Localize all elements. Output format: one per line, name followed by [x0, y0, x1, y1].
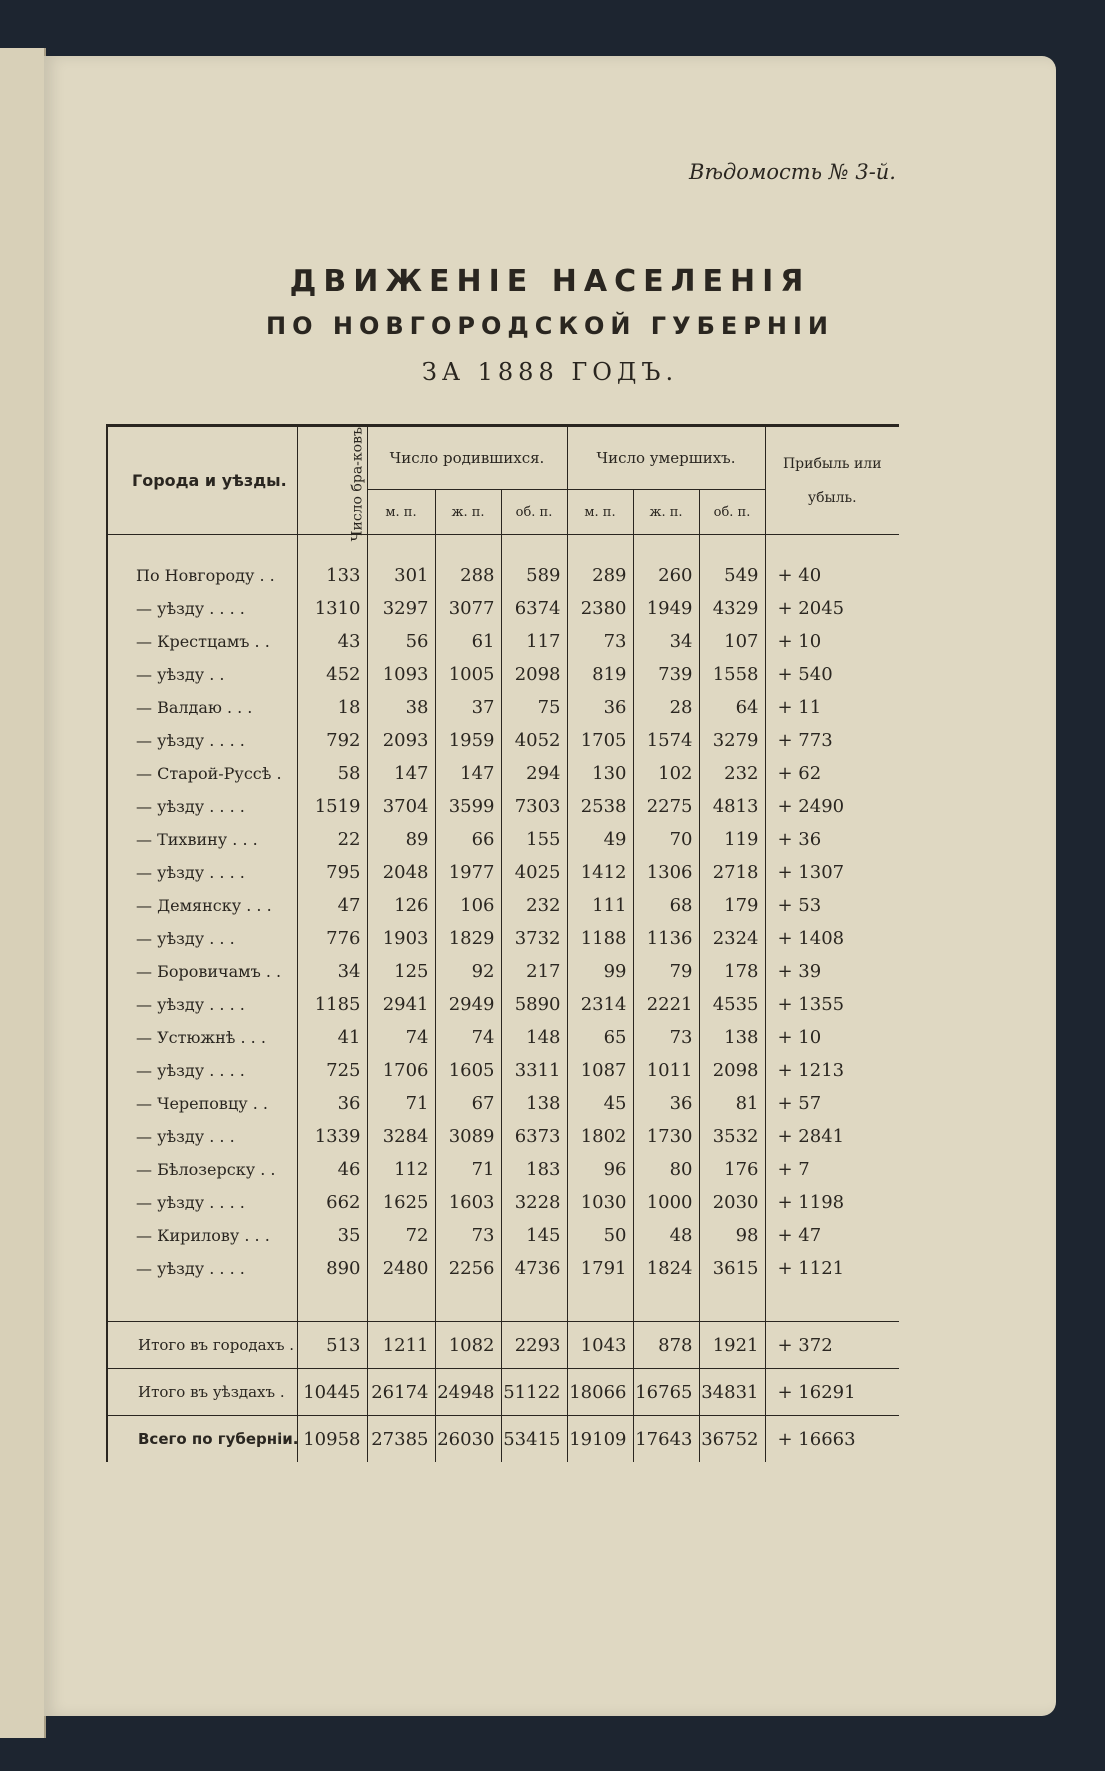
spacer-cell [567, 535, 633, 560]
cell-bt: 294 [501, 757, 567, 790]
cell-dm: 289 [567, 559, 633, 592]
cell-bm: 3297 [367, 592, 435, 625]
cell-bm: 147 [367, 757, 435, 790]
table-row [107, 625, 899, 658]
cell-dt: 232 [699, 757, 765, 790]
cell-dm: 45 [567, 1087, 633, 1120]
cell-name: — уѣзду . . . . [107, 790, 297, 823]
cell-brak: 22 [297, 823, 367, 856]
cell-bt: 4736 [501, 1252, 567, 1285]
cell-name: Всего по губерніи. [107, 1416, 297, 1463]
cell-name: — Череповцу . . [107, 1087, 297, 1120]
cell-dm: 1188 [567, 922, 633, 955]
cell-bm: 1093 [367, 658, 435, 691]
cell-dt: 4535 [699, 988, 765, 1021]
spacer-cell [107, 535, 297, 560]
cell-gain: + 372 [765, 1322, 899, 1369]
cell-df: 48 [633, 1219, 699, 1252]
spacer-cell [297, 1285, 367, 1322]
spacer-cell [633, 535, 699, 560]
cell-name: Итого въ городахъ . [107, 1322, 297, 1369]
table-row [107, 658, 899, 691]
table-row [107, 790, 899, 823]
cell-brak: 133 [297, 559, 367, 592]
cell-bt: 3228 [501, 1186, 567, 1219]
cell-dm: 1043 [567, 1322, 633, 1369]
spacer-cell [435, 535, 501, 560]
cell-bt: 155 [501, 823, 567, 856]
cell-brak: 36 [297, 1087, 367, 1120]
cell-bm: 89 [367, 823, 435, 856]
cell-bm: 74 [367, 1021, 435, 1054]
table-row [107, 889, 899, 922]
cell-name: — Крестцамъ . . [107, 625, 297, 658]
cell-bf: 288 [435, 559, 501, 592]
cell-bf: 71 [435, 1153, 501, 1186]
cell-dm: 2314 [567, 988, 633, 1021]
cell-name: — уѣзду . . . [107, 922, 297, 955]
header-born-f: ж. п. [435, 490, 501, 535]
cell-bf: 92 [435, 955, 501, 988]
cell-dm: 49 [567, 823, 633, 856]
cell-bf: 2949 [435, 988, 501, 1021]
cell-name: — уѣзду . . . [107, 1120, 297, 1153]
cell-bf: 1977 [435, 856, 501, 889]
cell-brak: 43 [297, 625, 367, 658]
cell-dt: 107 [699, 625, 765, 658]
cell-bt: 51122 [501, 1369, 567, 1416]
cell-dt: 138 [699, 1021, 765, 1054]
cell-df: 73 [633, 1021, 699, 1054]
table-row [107, 592, 899, 625]
cell-dt: 3532 [699, 1120, 765, 1153]
cell-dm: 99 [567, 955, 633, 988]
cell-bt: 589 [501, 559, 567, 592]
table-body [107, 535, 899, 1463]
cell-dt: 2324 [699, 922, 765, 955]
cell-gain: + 2045 [765, 592, 899, 625]
cell-gain: + 47 [765, 1219, 899, 1252]
cell-name: — уѣзду . . . . [107, 724, 297, 757]
spacer-cell [699, 1285, 765, 1322]
cell-name: — уѣзду . . . . [107, 592, 297, 625]
cell-bf: 2256 [435, 1252, 501, 1285]
cell-df: 1136 [633, 922, 699, 955]
cell-bf: 61 [435, 625, 501, 658]
spacer-cell [501, 535, 567, 560]
grand-total-row [107, 1416, 899, 1463]
cell-dm: 36 [567, 691, 633, 724]
cell-df: 80 [633, 1153, 699, 1186]
cell-brak: 47 [297, 889, 367, 922]
table-row [107, 1087, 899, 1120]
cell-brak: 10958 [297, 1416, 367, 1463]
cell-df: 70 [633, 823, 699, 856]
table-row [107, 757, 899, 790]
cell-name: — Бѣлозерску . . [107, 1153, 297, 1186]
spacer-cell [367, 1285, 435, 1322]
cell-bf: 73 [435, 1219, 501, 1252]
cell-dm: 819 [567, 658, 633, 691]
header-died: Число умершихъ. [567, 426, 765, 490]
cell-brak: 513 [297, 1322, 367, 1369]
left-page-edge [0, 48, 46, 1738]
cell-df: 1011 [633, 1054, 699, 1087]
cell-dt: 3279 [699, 724, 765, 757]
table-row [107, 1054, 899, 1087]
cell-bm: 301 [367, 559, 435, 592]
header-died-m: м. п. [567, 490, 633, 535]
cell-dm: 1791 [567, 1252, 633, 1285]
cell-gain: + 36 [765, 823, 899, 856]
cell-bf: 67 [435, 1087, 501, 1120]
cell-dm: 1412 [567, 856, 633, 889]
cell-dt: 176 [699, 1153, 765, 1186]
table-row [107, 1153, 899, 1186]
cell-df: 28 [633, 691, 699, 724]
cell-bt: 4025 [501, 856, 567, 889]
total-row [107, 1322, 899, 1369]
cell-name: — уѣзду . . . . [107, 988, 297, 1021]
cell-gain: + 57 [765, 1087, 899, 1120]
cell-bt: 232 [501, 889, 567, 922]
header-born-m: м. п. [367, 490, 435, 535]
spacer-row [107, 1285, 899, 1322]
cell-gain: + 1307 [765, 856, 899, 889]
cell-name: — Демянску . . . [107, 889, 297, 922]
cell-df: 2275 [633, 790, 699, 823]
table-row [107, 988, 899, 1021]
cell-bt: 2098 [501, 658, 567, 691]
cell-brak: 41 [297, 1021, 367, 1054]
cell-brak: 776 [297, 922, 367, 955]
cell-brak: 1339 [297, 1120, 367, 1153]
cell-gain: + 1213 [765, 1054, 899, 1087]
header-marriages-text: Число бра-ковъ. [348, 422, 365, 541]
cell-bt: 53415 [501, 1416, 567, 1463]
cell-brak: 58 [297, 757, 367, 790]
spacer-cell [633, 1285, 699, 1322]
spacer-cell [367, 535, 435, 560]
cell-dt: 36752 [699, 1416, 765, 1463]
cell-df: 1949 [633, 592, 699, 625]
cell-bf: 1959 [435, 724, 501, 757]
cell-bf: 106 [435, 889, 501, 922]
spacer-cell [435, 1285, 501, 1322]
header-born: Число родившихся. [367, 426, 567, 490]
cell-bf: 66 [435, 823, 501, 856]
cell-df: 34 [633, 625, 699, 658]
cell-dm: 73 [567, 625, 633, 658]
cell-df: 739 [633, 658, 699, 691]
cell-dt: 1558 [699, 658, 765, 691]
cell-dm: 1802 [567, 1120, 633, 1153]
cell-gain: + 11 [765, 691, 899, 724]
cell-df: 16765 [633, 1369, 699, 1416]
cell-dt: 119 [699, 823, 765, 856]
cell-df: 2221 [633, 988, 699, 1021]
cell-bt: 7303 [501, 790, 567, 823]
cell-df: 36 [633, 1087, 699, 1120]
cell-name: — Тихвину . . . [107, 823, 297, 856]
cell-bm: 3704 [367, 790, 435, 823]
cell-bf: 1603 [435, 1186, 501, 1219]
cell-bm: 2048 [367, 856, 435, 889]
cell-bf: 147 [435, 757, 501, 790]
cell-dt: 549 [699, 559, 765, 592]
cell-dm: 2380 [567, 592, 633, 625]
cell-brak: 792 [297, 724, 367, 757]
cell-brak: 795 [297, 856, 367, 889]
table-row [107, 691, 899, 724]
cell-dm: 19109 [567, 1416, 633, 1463]
cell-dm: 1087 [567, 1054, 633, 1087]
cell-brak: 35 [297, 1219, 367, 1252]
cell-gain: + 16291 [765, 1369, 899, 1416]
cell-bt: 3732 [501, 922, 567, 955]
cell-brak: 1519 [297, 790, 367, 823]
cell-gain: + 10 [765, 1021, 899, 1054]
cell-bt: 145 [501, 1219, 567, 1252]
cell-bt: 6374 [501, 592, 567, 625]
spacer-cell [765, 1285, 899, 1322]
cell-dt: 179 [699, 889, 765, 922]
table-row [107, 559, 899, 592]
cell-bm: 1706 [367, 1054, 435, 1087]
cell-dm: 65 [567, 1021, 633, 1054]
cell-bm: 1211 [367, 1322, 435, 1369]
cell-bt: 148 [501, 1021, 567, 1054]
cell-bt: 183 [501, 1153, 567, 1186]
cell-dt: 2098 [699, 1054, 765, 1087]
cell-df: 17643 [633, 1416, 699, 1463]
cell-gain: + 10 [765, 625, 899, 658]
cell-dt: 34831 [699, 1369, 765, 1416]
page-subtitle: ПО НОВГОРОДСКОЙ ГУБЕРНІИ [266, 312, 834, 340]
cell-gain: + 39 [765, 955, 899, 988]
cell-dm: 130 [567, 757, 633, 790]
cell-bm: 1903 [367, 922, 435, 955]
cell-bm: 3284 [367, 1120, 435, 1153]
document-page [44, 56, 1056, 1716]
cell-dm: 111 [567, 889, 633, 922]
cell-bm: 72 [367, 1219, 435, 1252]
cell-gain: + 16663 [765, 1416, 899, 1463]
cell-bf: 1605 [435, 1054, 501, 1087]
header-gain: Прибыль или убыль. [765, 426, 899, 535]
cell-bf: 1082 [435, 1322, 501, 1369]
cell-gain: + 40 [765, 559, 899, 592]
cell-name: — уѣзду . . . . [107, 1186, 297, 1219]
cell-bt: 117 [501, 625, 567, 658]
cell-name: — Кирилову . . . [107, 1219, 297, 1252]
cell-df: 878 [633, 1322, 699, 1369]
cell-dt: 2030 [699, 1186, 765, 1219]
cell-dm: 1705 [567, 724, 633, 757]
cell-df: 1000 [633, 1186, 699, 1219]
cell-bt: 2293 [501, 1322, 567, 1369]
cell-brak: 46 [297, 1153, 367, 1186]
header-born-t: об. п. [501, 490, 567, 535]
cell-name: По Новгороду . . [107, 559, 297, 592]
table-row [107, 1252, 899, 1285]
cell-brak: 18 [297, 691, 367, 724]
cell-bf: 3599 [435, 790, 501, 823]
cell-gain: + 1121 [765, 1252, 899, 1285]
cell-bm: 26174 [367, 1369, 435, 1416]
cell-brak: 452 [297, 658, 367, 691]
cell-bm: 71 [367, 1087, 435, 1120]
table-row [107, 1021, 899, 1054]
table-row [107, 1120, 899, 1153]
header-died-f: ж. п. [633, 490, 699, 535]
cell-gain: + 1198 [765, 1186, 899, 1219]
cell-brak: 725 [297, 1054, 367, 1087]
cell-dt: 98 [699, 1219, 765, 1252]
cell-gain: + 773 [765, 724, 899, 757]
cell-bf: 3077 [435, 592, 501, 625]
cell-bm: 112 [367, 1153, 435, 1186]
cell-bm: 38 [367, 691, 435, 724]
table-row [107, 955, 899, 988]
spacer-cell [107, 1285, 297, 1322]
cell-df: 102 [633, 757, 699, 790]
cell-name: — уѣзду . . . . [107, 856, 297, 889]
cell-brak: 10445 [297, 1369, 367, 1416]
cell-brak: 890 [297, 1252, 367, 1285]
cell-df: 68 [633, 889, 699, 922]
spacer-cell [765, 535, 899, 560]
cell-dt: 4813 [699, 790, 765, 823]
cell-bt: 75 [501, 691, 567, 724]
cell-bt: 138 [501, 1087, 567, 1120]
cell-gain: + 1408 [765, 922, 899, 955]
cell-gain: + 53 [765, 889, 899, 922]
cell-name: Итого въ уѣздахъ . [107, 1369, 297, 1416]
cell-df: 260 [633, 559, 699, 592]
cell-bm: 56 [367, 625, 435, 658]
table-row [107, 1219, 899, 1252]
cell-df: 79 [633, 955, 699, 988]
cell-bm: 2093 [367, 724, 435, 757]
cell-dt: 81 [699, 1087, 765, 1120]
cell-dt: 1921 [699, 1322, 765, 1369]
vedomost-label: Вѣдомость № 3-й. [689, 160, 896, 184]
cell-df: 1574 [633, 724, 699, 757]
cell-bm: 27385 [367, 1416, 435, 1463]
cell-gain: + 1355 [765, 988, 899, 1021]
cell-gain: + 2490 [765, 790, 899, 823]
cell-bf: 74 [435, 1021, 501, 1054]
cell-gain: + 2841 [765, 1120, 899, 1153]
table-row [107, 1186, 899, 1219]
spacer-cell [567, 1285, 633, 1322]
page-year: ЗА 1888 ГОДЪ. [421, 358, 679, 386]
cell-name: — Устюжнѣ . . . [107, 1021, 297, 1054]
cell-dt: 64 [699, 691, 765, 724]
page-title: ДВИЖЕНІЕ НАСЕЛЕНІЯ [289, 264, 811, 299]
cell-df: 1824 [633, 1252, 699, 1285]
cell-bf: 3089 [435, 1120, 501, 1153]
cell-gain: + 540 [765, 658, 899, 691]
cell-bm: 125 [367, 955, 435, 988]
table-row [107, 856, 899, 889]
cell-bf: 1829 [435, 922, 501, 955]
spacer-row [107, 535, 899, 560]
cell-name: — Валдаю . . . [107, 691, 297, 724]
cell-bm: 2480 [367, 1252, 435, 1285]
cell-brak: 1185 [297, 988, 367, 1021]
cell-dt: 4329 [699, 592, 765, 625]
cell-df: 1730 [633, 1120, 699, 1153]
header-marriages [297, 422, 367, 541]
table-row [107, 922, 899, 955]
cell-brak: 662 [297, 1186, 367, 1219]
cell-bm: 1625 [367, 1186, 435, 1219]
cell-name: — Старой-Руссѣ . [107, 757, 297, 790]
table-row [107, 724, 899, 757]
cell-name: — Боровичамъ . . [107, 955, 297, 988]
cell-bt: 217 [501, 955, 567, 988]
cell-bf: 1005 [435, 658, 501, 691]
cell-name: — уѣзду . . . . [107, 1252, 297, 1285]
cell-bt: 5890 [501, 988, 567, 1021]
cell-brak: 1310 [297, 592, 367, 625]
cell-dm: 18066 [567, 1369, 633, 1416]
cell-name: — уѣзду . . [107, 658, 297, 691]
cell-dm: 96 [567, 1153, 633, 1186]
total-row [107, 1369, 899, 1416]
cell-gain: + 62 [765, 757, 899, 790]
cell-name: — уѣзду . . . . [107, 1054, 297, 1087]
cell-dm: 2538 [567, 790, 633, 823]
cell-bt: 6373 [501, 1120, 567, 1153]
cell-bf: 24948 [435, 1369, 501, 1416]
cell-bm: 2941 [367, 988, 435, 1021]
cell-bt: 4052 [501, 724, 567, 757]
cell-dm: 50 [567, 1219, 633, 1252]
cell-dt: 178 [699, 955, 765, 988]
cell-bf: 37 [435, 691, 501, 724]
population-table [106, 424, 899, 1462]
spacer-cell [699, 535, 765, 560]
cell-brak: 34 [297, 955, 367, 988]
cell-bm: 126 [367, 889, 435, 922]
cell-dt: 2718 [699, 856, 765, 889]
cell-bt: 3311 [501, 1054, 567, 1087]
header-died-t: об. п. [699, 490, 765, 535]
cell-gain: + 7 [765, 1153, 899, 1186]
cell-dm: 1030 [567, 1186, 633, 1219]
spacer-cell [501, 1285, 567, 1322]
cell-bf: 26030 [435, 1416, 501, 1463]
header-cities: Города и уѣзды. [107, 426, 297, 535]
cell-df: 1306 [633, 856, 699, 889]
cell-dt: 3615 [699, 1252, 765, 1285]
table-row [107, 823, 899, 856]
